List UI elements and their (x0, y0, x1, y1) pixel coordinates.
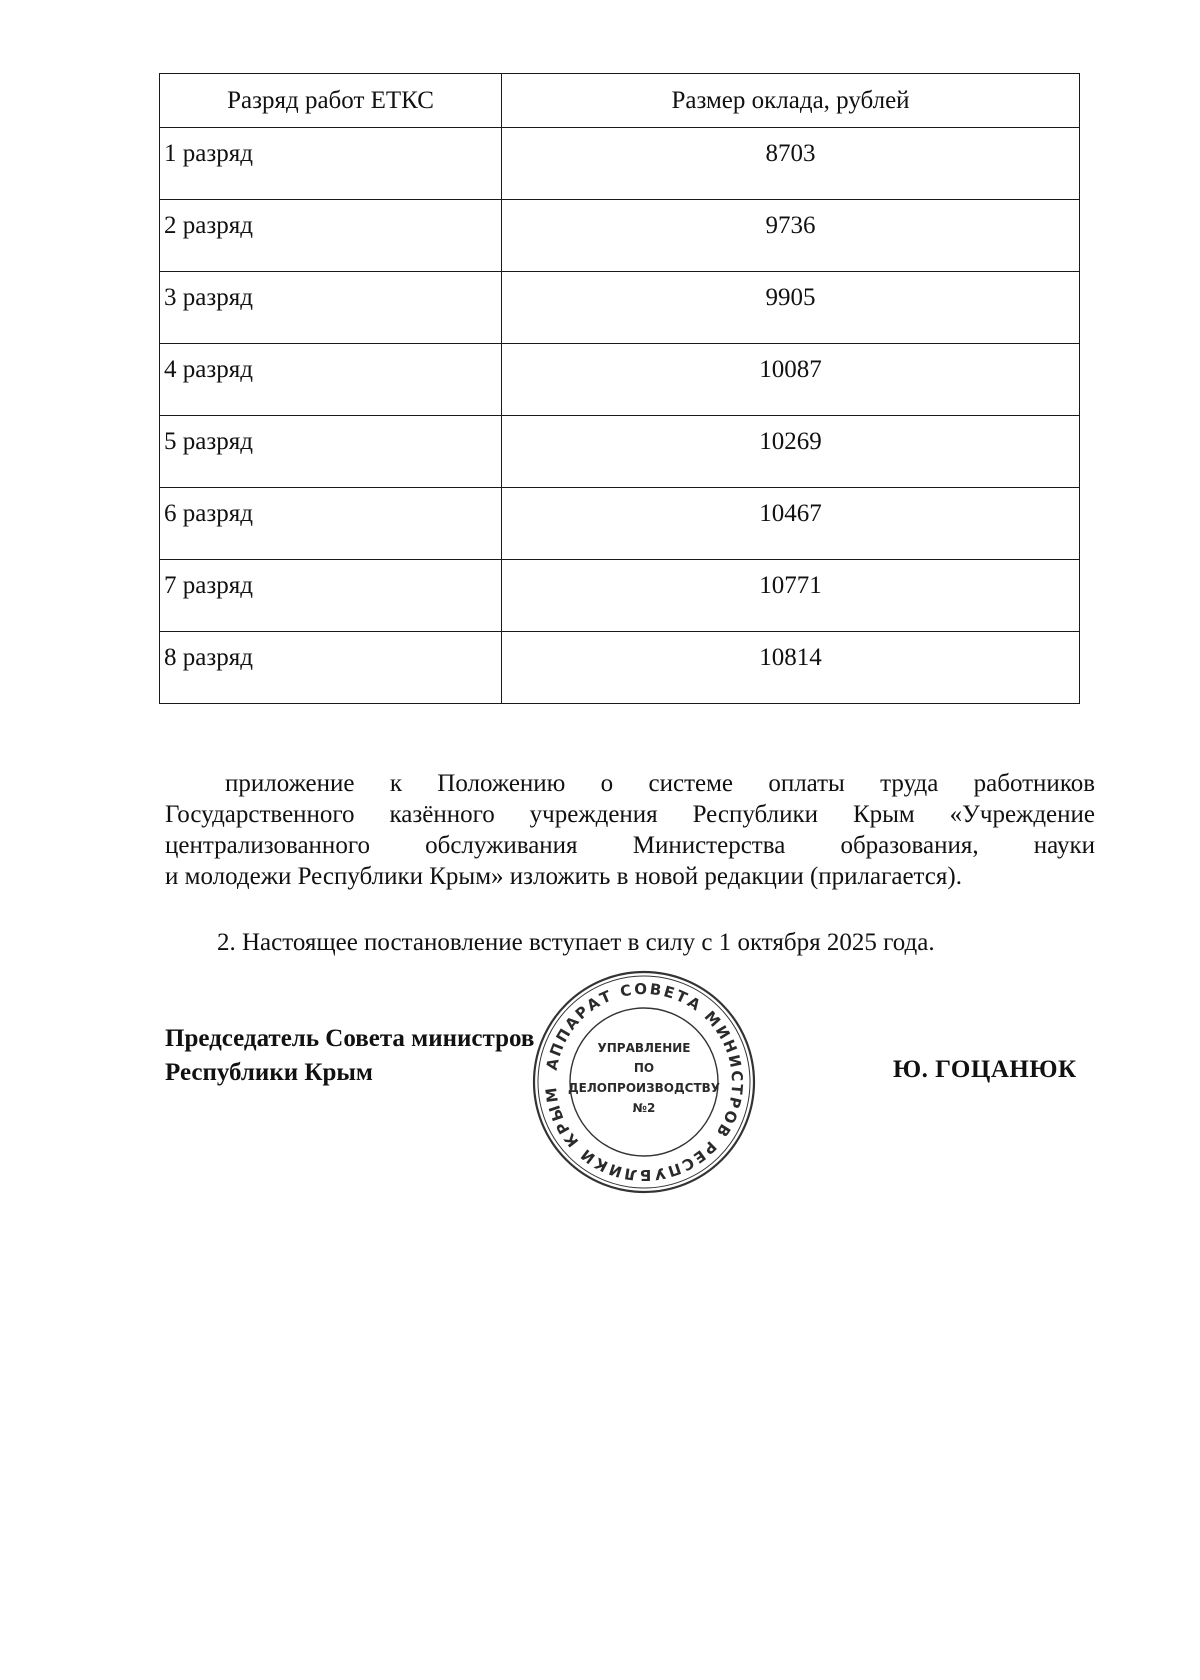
grade-cell (160, 488, 502, 560)
paragraph-line: и молодежи Республики Крым» изложить в новой редакции (прилагается). (165, 863, 962, 890)
amount-text: 10467 (759, 499, 822, 527)
grade-text: 8 разряд (164, 643, 253, 671)
table-row (160, 560, 1080, 632)
amount-text: 10269 (759, 427, 822, 455)
grade-text: 7 разряд (164, 571, 253, 599)
paragraph-line: приложение к Положению о системе оплаты труда работников (225, 770, 1095, 797)
amount-cell (502, 632, 1080, 704)
amount-text: 10814 (759, 643, 822, 671)
grade-cell (160, 272, 502, 344)
grade-text: 5 разряд (164, 427, 253, 455)
amount-text: 10771 (759, 571, 822, 599)
paragraph-line: Государственного казённого учреждения Республики Крым «Учреждение (165, 801, 1095, 828)
table-row (160, 128, 1080, 200)
seal-line2: ПО (633, 1061, 655, 1075)
seal-line3: ДЕЛОПРОИЗВОДСТВУ (567, 1081, 721, 1095)
table-row (160, 200, 1080, 272)
grade-cell (160, 128, 502, 200)
table-row (160, 344, 1080, 416)
salary-table (159, 73, 1080, 704)
table-row (160, 632, 1080, 704)
grade-text: 2 разряд (164, 211, 253, 239)
header-amount: Размер оклада, рублей (502, 74, 1080, 128)
header-grade: Разряд работ ЕТКС (160, 74, 502, 128)
amount-cell (502, 560, 1080, 632)
grade-cell (160, 416, 502, 488)
grade-text: 1 разряд (164, 139, 253, 167)
grade-cell (160, 200, 502, 272)
table-header-row (160, 74, 1080, 128)
grade-cell (160, 560, 502, 632)
official-seal (530, 968, 758, 1196)
amount-text: 9736 (765, 211, 816, 239)
grade-text: 3 разряд (164, 283, 253, 311)
amount-cell (502, 416, 1080, 488)
amount-text: 10087 (759, 355, 822, 383)
grade-text: 4 разряд (164, 355, 253, 383)
appendix-paragraph (165, 768, 1095, 892)
effective-date-clause: 2. Настоящее постановление вступает в силу с 1 октября 2025 года. (217, 929, 935, 956)
signatory-position (165, 1022, 534, 1090)
seal-line1: УПРАВЛЕНИЕ (597, 1041, 691, 1055)
amount-cell (502, 488, 1080, 560)
amount-text: 9905 (765, 283, 816, 311)
seal-line4: №2 (632, 1101, 656, 1115)
signatory-name: Ю. ГОЦАНЮК (893, 1056, 1077, 1083)
signatory-position-line2: Республики Крым (165, 1059, 373, 1086)
amount-cell (502, 128, 1080, 200)
table-row (160, 488, 1080, 560)
table-row (160, 416, 1080, 488)
grade-text: 6 разряд (164, 499, 253, 527)
grade-cell (160, 632, 502, 704)
signatory-position-line1: Председатель Совета министров (165, 1025, 535, 1052)
amount-cell (502, 344, 1080, 416)
amount-text: 8703 (765, 139, 816, 167)
amount-cell (502, 272, 1080, 344)
amount-cell (502, 200, 1080, 272)
seal-center-text (552, 1038, 736, 1118)
seal-ring-text: АППАРАТ СОВЕТА МИНИСТРОВ РЕСПУБЛИКИ КРЫМ (541, 979, 747, 1185)
grade-cell (160, 344, 502, 416)
table-row (160, 272, 1080, 344)
paragraph-line: централизованного обслуживания Министерства образования, науки (165, 832, 1095, 859)
